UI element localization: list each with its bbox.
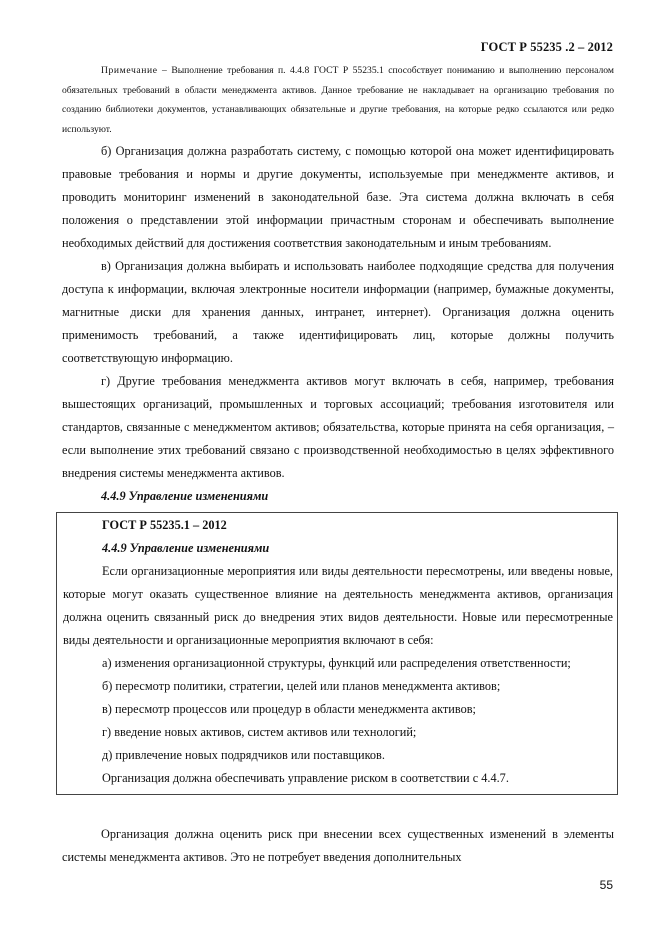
main-text <box>62 140 614 795</box>
quote-standard-code: ГОСТ Р 55235.1 – 2012 <box>102 518 227 532</box>
quote-list-item: д) привлечение новых подрядчиков или поставщиков. <box>102 748 385 762</box>
paragraph-g: г) Другие требования менеджмента активов могут включать в себя, например, требования вышестоящих организаций, промышленных и торговых ассоциаций; требования изготовителя или стандартов, связанные с менеджментом активов; обязательства, которые принята на себя организация, – если выполнение этих требований связано с производственной необходимостью в целях эффективного внедрения системы менеджмента активов. <box>62 374 614 480</box>
page-header-standard-code: ГОСТ Р 55235 .2 – 2012 <box>480 40 613 54</box>
paragraph-v: в) Организация должна выбирать и использовать наиболее подходящие средства для получения доступа к информации, включая электронные носители информации (например, бумажные документы, магнитные диски для хранения данных, интранет, интернет). Организация должна оценить применимость требований, а также идентифицировать лиц, которые должны получить соответствующую информацию. <box>62 259 614 365</box>
quote-list-item: а) изменения организационной структуры, функций или распределения ответственности; <box>102 656 571 670</box>
quote-list-item: б) пересмотр политики, стратегии, целей или планов менеджмента активов; <box>102 679 501 693</box>
quote-intro: Если организационные мероприятия или виды деятельности пересмотрены, или введены новые, которые могут оказать существенное влияние на деятельность менеджмента активов, организация должна оценить связанный риск до внедрения этих видов деятельности. Новые или пересмотренные виды деятельности и организационные мероприятия включают в себя: <box>63 564 613 647</box>
note-label: Примечание <box>101 65 158 76</box>
quote-list-item: г) введение новых активов, систем активов или технологий; <box>102 725 417 739</box>
quote-list-item: в) пересмотр процессов или процедур в области менеджмента активов; <box>102 702 476 716</box>
quote-closing: Организация должна обеспечивать управление риском в соответствии с 4.4.7. <box>102 771 509 785</box>
quoted-standard-box <box>56 512 618 795</box>
paragraph-b: б) Организация должна разработать систему, с помощью которой она может идентифицировать правовые требования и нормы и другие документы, используемые при менеджменте активов, и проводить мониторинг изменений в законодательной базе. Эта система должна включать в себя положения о представлении этой информации причастным сторонам и обеспечивать выполнение необходимых действий для достижения соответствия законодательным и иным требованиям. <box>62 144 614 250</box>
following-text <box>62 823 614 869</box>
page-number: 55 <box>599 878 613 892</box>
section-heading: 4.4.9 Управление изменениями <box>101 489 269 503</box>
note-paragraph <box>62 61 614 139</box>
note-text: – Выполнение требования п. 4.4.8 ГОСТ Р 55235.1 способствует пониманию и выполнению персоналом обязательных требований в области менеджмента активов. Данное требование не накладывает на организацию требования по созданию библиотеки документов, устанавливающих обязательные и другие требования, на которые редко ссылаются или редко используют. <box>62 65 614 135</box>
quote-heading: 4.4.9 Управление изменениями <box>102 541 270 555</box>
paragraph-after: Организация должна оценить риск при внесении всех существенных изменений в элементы системы менеджмента активов. Это не потребует введения дополнительных <box>62 827 614 864</box>
